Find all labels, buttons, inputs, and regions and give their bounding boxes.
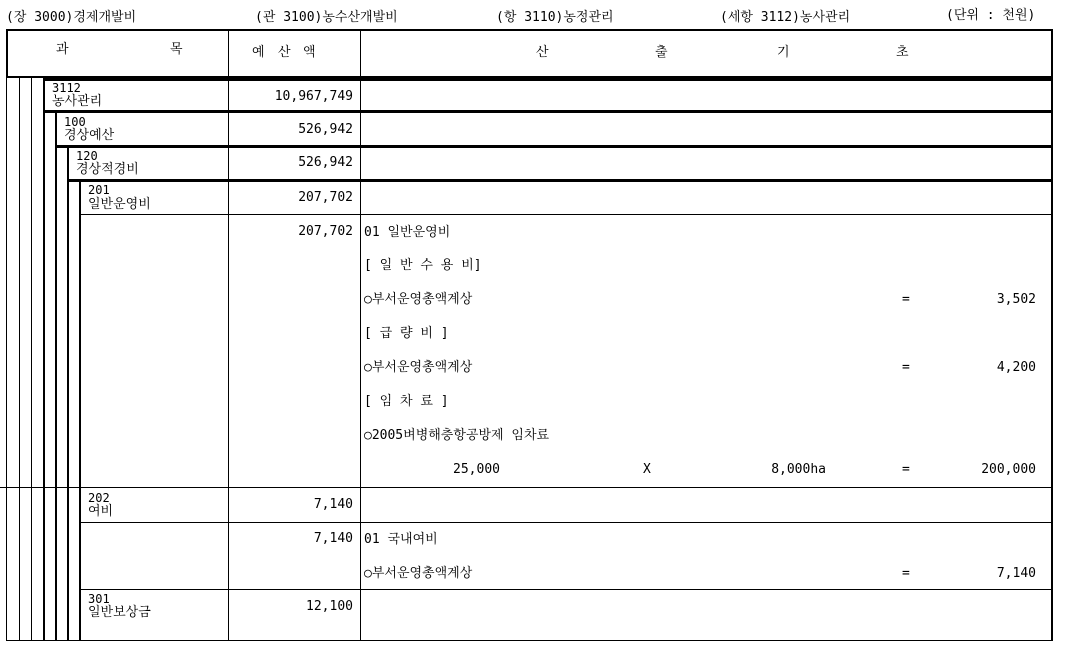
item-label: ○2005벼병해충항공방제 임차료 bbox=[364, 428, 550, 443]
row-name: 여비 bbox=[88, 504, 114, 519]
header-budget-3: 액 bbox=[303, 45, 316, 60]
tree-line bbox=[79, 181, 81, 641]
header-basis-4: 초 bbox=[896, 45, 909, 60]
item-label: ○부서운영총액계상 bbox=[364, 292, 473, 307]
section-label: [ 임 차 료 ] bbox=[364, 394, 449, 409]
hang-label: (항 3110)농정관리 bbox=[496, 10, 614, 25]
row-code: 202 bbox=[88, 491, 110, 505]
item-label: ○부서운영총액계상 bbox=[364, 566, 473, 581]
section-label: [ 일 반 수 용 비] bbox=[364, 258, 482, 273]
row-border bbox=[55, 145, 1053, 148]
row-code: 120 bbox=[76, 149, 98, 163]
tree-line bbox=[19, 78, 20, 641]
row-name: 경상예산 bbox=[64, 128, 115, 143]
header-basis-2: 출 bbox=[655, 45, 668, 60]
header-gwamok-1: 과 bbox=[56, 42, 69, 57]
detail-title: 01 국내여비 bbox=[364, 532, 438, 547]
tree-line bbox=[55, 112, 57, 641]
sehang-label: (세항 3112)농사관리 bbox=[720, 10, 851, 25]
row-name: 농사관리 bbox=[52, 94, 103, 109]
detail-amount: 7,140 bbox=[313, 531, 353, 546]
row-amount: 207,702 bbox=[298, 190, 353, 205]
gwan-label: (관 3100)농수산개발비 bbox=[255, 10, 398, 25]
column-divider bbox=[360, 78, 361, 641]
row-border bbox=[79, 522, 1053, 523]
header-basis-3: 기 bbox=[777, 45, 790, 60]
row-amount: 10,967,749 bbox=[274, 89, 353, 104]
header-divider bbox=[360, 29, 361, 78]
equals-sign: = bbox=[902, 292, 910, 307]
row-amount: 12,100 bbox=[306, 599, 353, 614]
item-value: 3,502 bbox=[996, 292, 1036, 307]
row-border bbox=[0, 487, 1053, 488]
row-name: 일반운영비 bbox=[88, 197, 151, 212]
calc-area: 8,000ha bbox=[771, 462, 826, 477]
row-amount: 7,140 bbox=[313, 497, 353, 512]
row-amount: 526,942 bbox=[298, 122, 353, 137]
row-border bbox=[79, 589, 1053, 590]
row-border bbox=[43, 78, 1053, 81]
row-border bbox=[67, 179, 1053, 182]
row-name: 경상적경비 bbox=[76, 162, 139, 177]
header-divider bbox=[228, 29, 229, 78]
detail-amount: 207,702 bbox=[298, 224, 353, 239]
calc-result: 200,000 bbox=[981, 462, 1036, 477]
detail-title: 01 일반운영비 bbox=[364, 225, 451, 240]
header-budget-1: 예 bbox=[252, 45, 265, 60]
row-code: 3112 bbox=[52, 81, 81, 95]
tree-line bbox=[6, 78, 7, 641]
tree-line bbox=[43, 78, 45, 641]
equals-sign: = bbox=[902, 360, 910, 375]
header-gwamok-2: 목 bbox=[170, 42, 183, 57]
row-code: 201 bbox=[88, 183, 110, 197]
right-border bbox=[1051, 78, 1053, 641]
row-amount: 526,942 bbox=[298, 155, 353, 170]
row-code: 100 bbox=[64, 115, 86, 129]
equals-sign: = bbox=[902, 566, 910, 581]
unit-label: (단위 : 천원) bbox=[946, 8, 1036, 23]
equals-sign: = bbox=[902, 462, 910, 477]
item-value: 4,200 bbox=[996, 360, 1036, 375]
row-border bbox=[79, 214, 1053, 215]
header-basis-1: 산 bbox=[536, 45, 549, 60]
tree-line bbox=[31, 78, 32, 641]
calc-operator: X bbox=[643, 462, 651, 477]
row-code: 301 bbox=[88, 592, 110, 606]
item-value: 7,140 bbox=[996, 566, 1036, 581]
row-border bbox=[43, 110, 1053, 113]
table-bottom bbox=[6, 640, 1053, 641]
item-label: ○부서운영총액계상 bbox=[364, 360, 473, 375]
row-name: 일반보상금 bbox=[88, 605, 151, 620]
calc-quantity: 25,000 bbox=[453, 462, 500, 477]
section-label: [ 급 량 비 ] bbox=[364, 326, 449, 341]
tree-line bbox=[67, 147, 69, 641]
header-budget-2: 산 bbox=[278, 45, 291, 60]
jang-label: (장 3000)경제개발비 bbox=[6, 10, 137, 25]
